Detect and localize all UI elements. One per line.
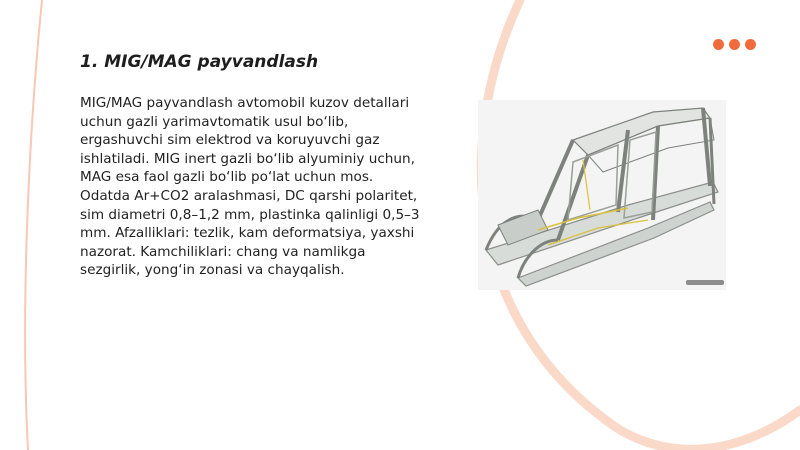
dot-icon [713, 39, 724, 50]
slide-title: 1. MIG/MAG payvandlash [80, 52, 319, 72]
body-paragraph: MIG/MAG payvandlash avtomobil kuzov detallari uchun gazli yarimavtomatik usul bo‘lib, ergashuvchi sim elektrod va koruyuvchi gaz ishlatiladi. MIG inert gazli bo‘lib alyuminiy uchun, MAG esa faol gazli bo‘lib po‘lat uchun mos. Odatda Ar+CO2 aralashmasi, DC qarshi polaritet, sim diametri 0,8–1,2 mm, plastinka qalinligi 0,5–3 mm. Afzalliklari: tezlik, kam deformatsiya, yaxshi nazorat. Kamchiliklari: chang va namlikga sezgirlik, yong‘in zonasi va chayqalish. [80, 95, 420, 279]
dot-icon [729, 39, 740, 50]
dots-menu-icon [713, 39, 756, 50]
car-body-frame-image [478, 100, 726, 290]
car-frame-illustration [478, 100, 726, 290]
dot-icon [745, 39, 756, 50]
